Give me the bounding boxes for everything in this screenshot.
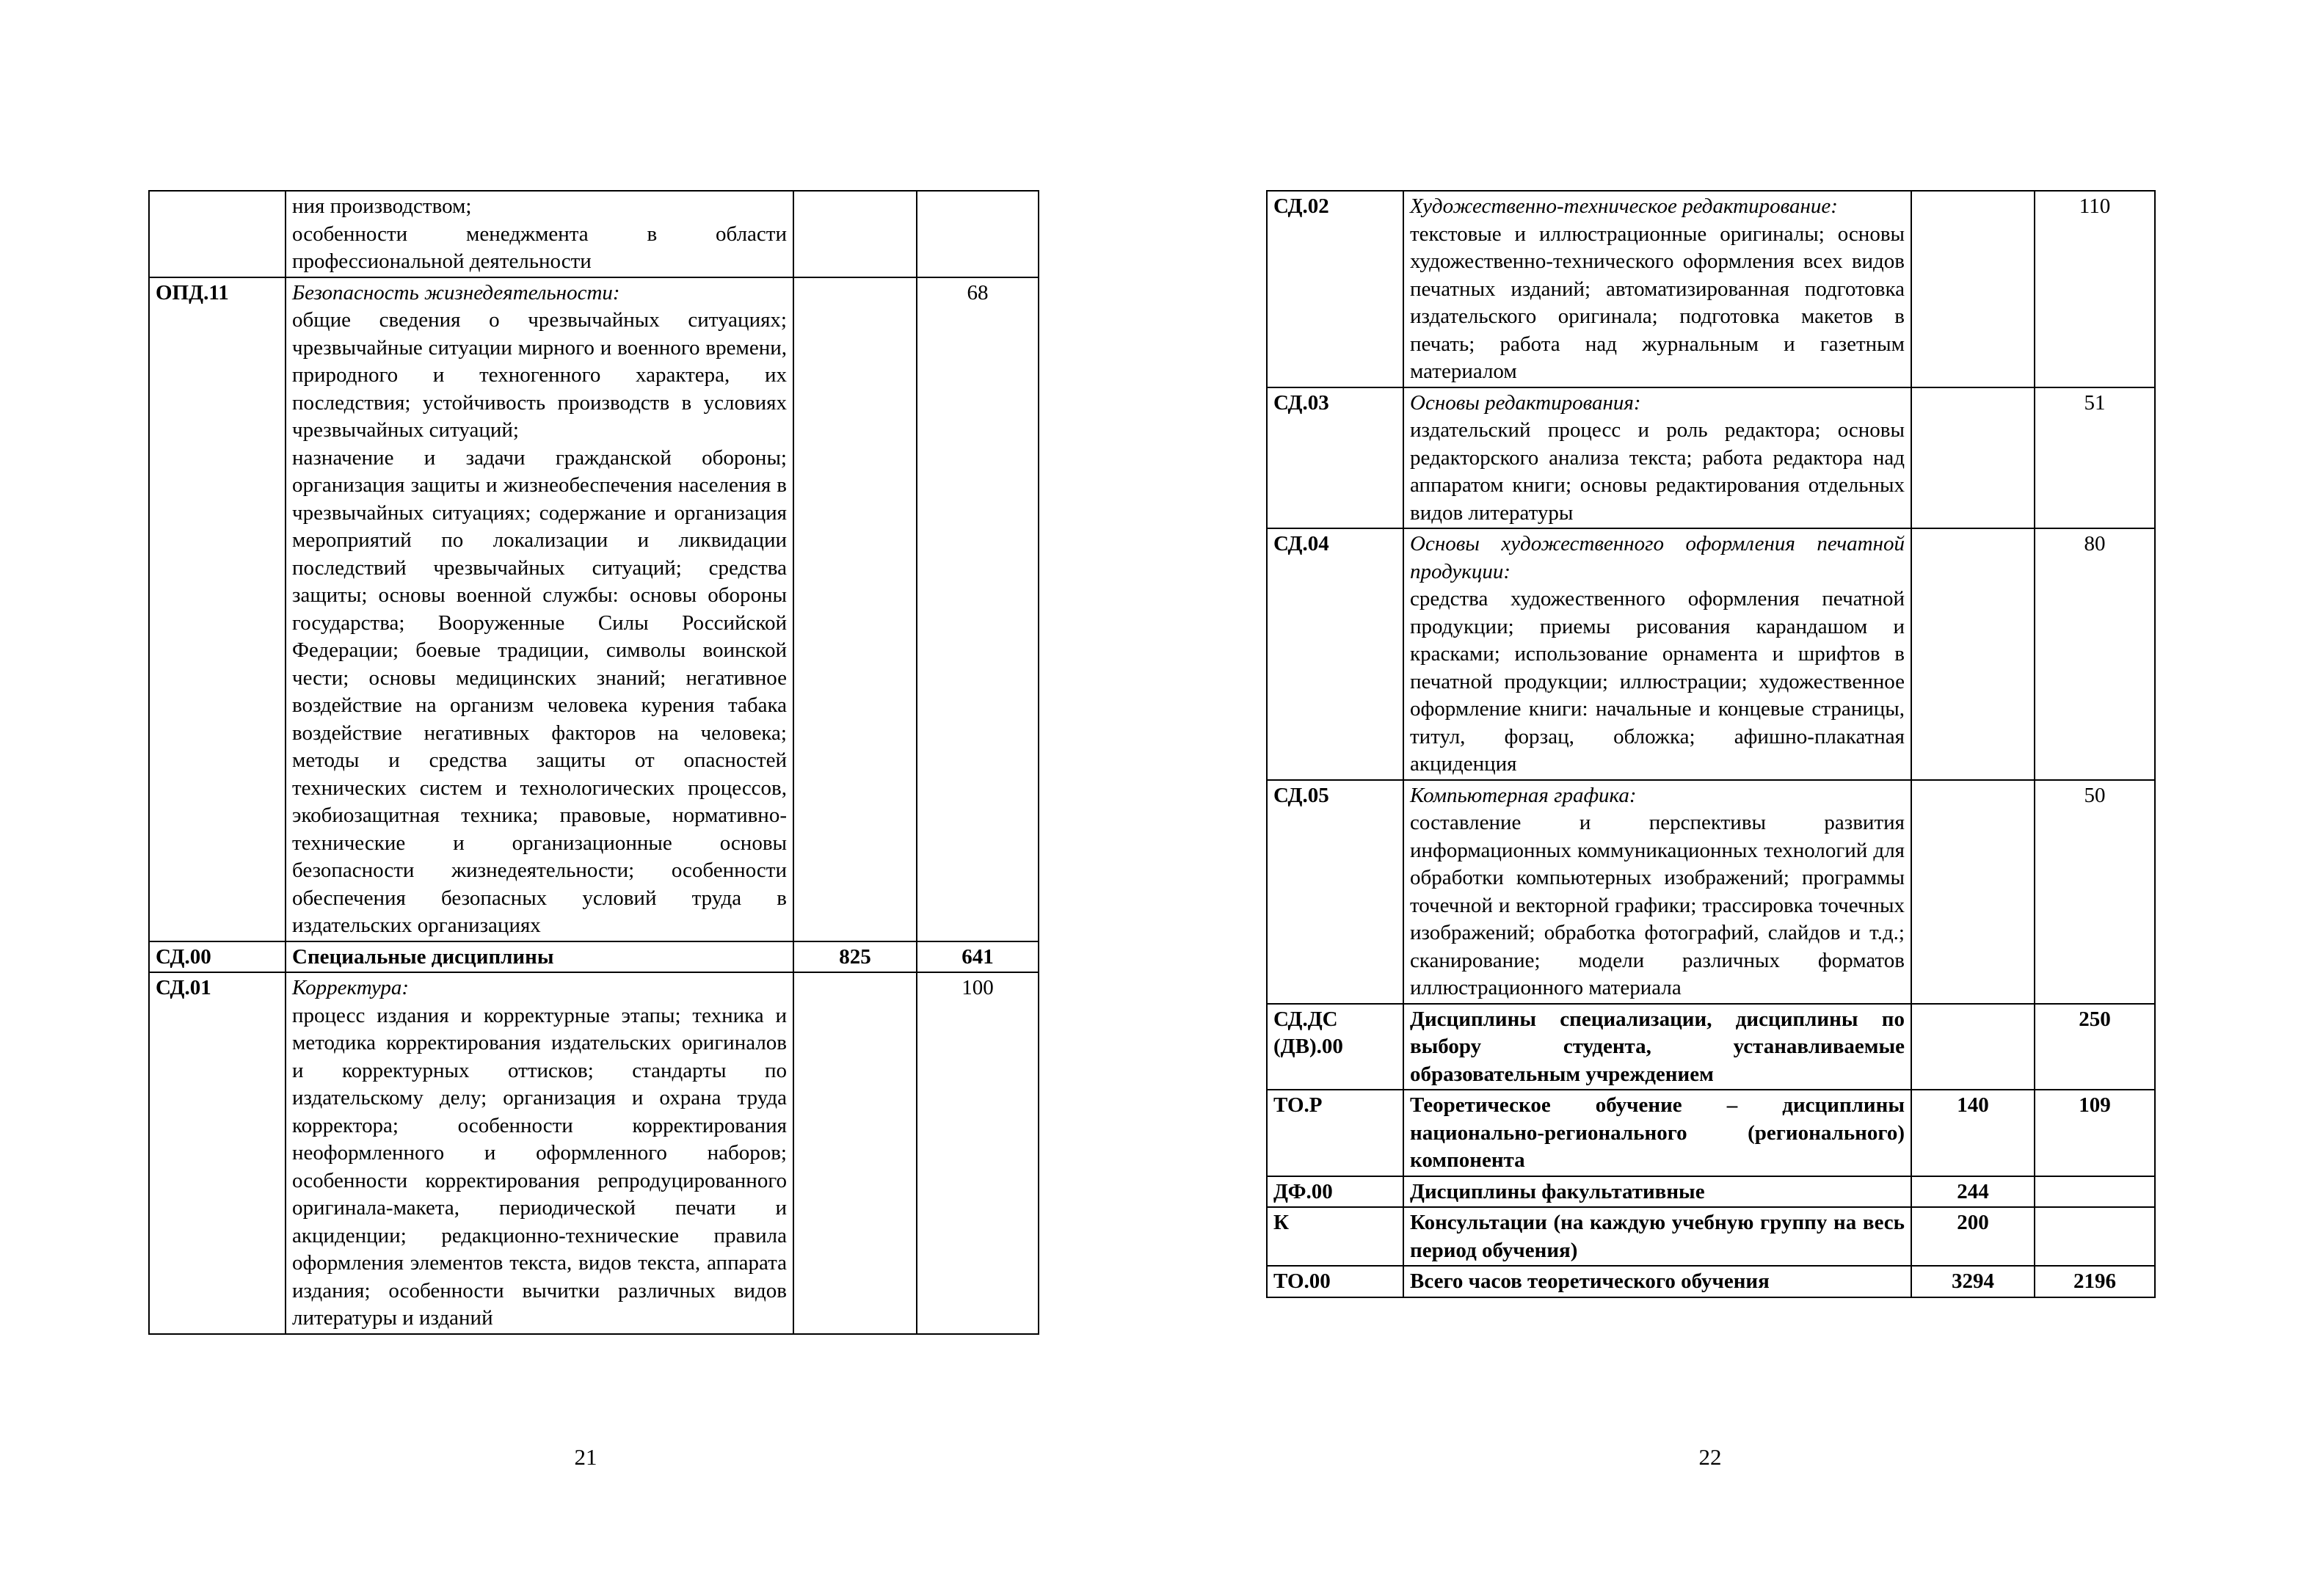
row-code: ОПД.11 — [149, 277, 286, 941]
hours-class: 110 — [2035, 191, 2155, 387]
table-row — [149, 941, 1039, 973]
row-title: Всего часов теоретического обучения — [1403, 1266, 1911, 1297]
row-title: Дисциплины специализации, дисциплины по выбору студента, устанавливаемые образовательным учреждением — [1403, 1004, 1911, 1090]
hours-max: 200 — [1911, 1207, 2035, 1266]
row-description — [1403, 780, 1911, 1004]
hours-max — [1911, 191, 2035, 387]
table-body-right — [1267, 191, 2155, 1297]
row-description — [286, 972, 793, 1334]
row-body-line: издательский процесс и роль редактора; основы редакторского анализа текста; работа редактора над аппаратом книги; основы редактирования отдельных видов литературы — [1410, 418, 1905, 525]
hours-class — [917, 191, 1039, 277]
page-number: 21 — [574, 1444, 597, 1470]
hours-max — [1911, 780, 2035, 1004]
hours-max — [793, 277, 917, 941]
row-code: СД.04 — [1267, 528, 1403, 780]
row-title: Консультации (на каждую учебную группу на весь период обучения) — [1403, 1207, 1911, 1266]
hours-class: 100 — [917, 972, 1039, 1334]
hours-max: 3294 — [1911, 1266, 2035, 1297]
hours-class — [2035, 1176, 2155, 1208]
table-row — [1267, 1207, 2155, 1266]
hours-max — [1911, 1004, 2035, 1090]
table-row — [1267, 780, 2155, 1004]
row-title: Специальные дисциплины — [286, 941, 793, 973]
table-row — [1267, 1176, 2155, 1208]
table-row — [1267, 191, 2155, 387]
row-code: К — [1267, 1207, 1403, 1266]
hours-class: 250 — [2035, 1004, 2155, 1090]
row-title: Безопасность жизнедеятельности: — [292, 280, 620, 305]
table-row — [1267, 387, 2155, 529]
row-code — [149, 191, 286, 277]
row-body-line: составление и перспективы развития информационных коммуникационных технологий для обработки компьютерных изображений; программы точечной и векторной графики; трассировка точечных изображений; обработка фотографий, слайдов и т.д.; сканирование; модели различных форматов иллюстрационного материала — [1410, 811, 1905, 999]
table-row — [149, 972, 1039, 1334]
table-row — [149, 277, 1039, 941]
row-title: Художественно-техническое редактирование: — [1410, 194, 1838, 218]
hours-max — [1911, 387, 2035, 529]
table-row — [1267, 1004, 2155, 1090]
table-row — [1267, 1090, 2155, 1176]
hours-class: 80 — [2035, 528, 2155, 780]
row-code: СД.01 — [149, 972, 286, 1334]
hours-class — [2035, 1207, 2155, 1266]
table-row — [1267, 528, 2155, 780]
right-page — [1156, 0, 2312, 1596]
hours-class: 68 — [917, 277, 1039, 941]
table-row — [149, 191, 1039, 277]
row-code: СД.05 — [1267, 780, 1403, 1004]
row-title: Корректура: — [292, 976, 410, 999]
page-number: 22 — [1698, 1444, 1722, 1470]
row-code: ДФ.00 — [1267, 1176, 1403, 1208]
row-title: Компьютерная графика: — [1410, 783, 1637, 807]
row-code: СД.00 — [149, 941, 286, 973]
row-body-line: текстовые и иллюстрационные оригиналы; основы художественно-технического оформления всех видов печатных изданий; автоматизированная подготовка издательского оригинала; подготовка макетов в печать; работа над журнальным и газетным материалом — [1410, 222, 1905, 383]
curriculum-table-right — [1266, 190, 2156, 1298]
row-body-line: средства художественного оформления печатной продукции; приемы рисования карандашом и красками; использование орнамента и шрифтов в печатной продукции; иллюстрации; художественное оформление книги: начальные и концевые страницы, титул, форзац, обложка; афишно-плакатная акциденция — [1410, 587, 1905, 776]
row-description — [1403, 528, 1911, 780]
hours-class: 109 — [2035, 1090, 2155, 1176]
table-row — [1267, 1266, 2155, 1297]
row-code: ТО.00 — [1267, 1266, 1403, 1297]
hours-max — [793, 972, 917, 1334]
row-code: ТО.Р — [1267, 1090, 1403, 1176]
row-title: Основы художественного оформления печатной продукции: — [1410, 532, 1905, 583]
row-description — [286, 191, 793, 277]
row-description — [1403, 191, 1911, 387]
row-code: СД.02 — [1267, 191, 1403, 387]
row-title: Основы редактирования: — [1410, 390, 1641, 415]
row-code: СД.ДС (ДВ).00 — [1267, 1004, 1403, 1090]
hours-max: 825 — [793, 941, 917, 973]
hours-max — [1911, 528, 2035, 780]
hours-class: 641 — [917, 941, 1039, 973]
hours-max: 244 — [1911, 1176, 2035, 1208]
row-body-line: назначение и задачи гражданской обороны; организация защиты и жизнеобеспечения населения в чрезвычайных ситуациях; содержание и организация мероприятий по локализации и ликвидации последствий чрезвычайных ситуаций; средства защиты; основы военной службы: основы обороны государства; Вооруженные Силы Российской Федерации; боевые традиции, символы воинской чести; основы медицинских знаний; негативное воздействие на организм человека курения табака воздействие негативных факторов на человека; методы и средства защиты от опасностей технических систем и технологических процессов, экобиозащитная техника; правовые, нормативно-технические и организационные основы безопасности жизнедеятельности; особенности обеспечения безопасных условий труда в издательских организациях — [292, 445, 787, 937]
row-description — [1403, 387, 1911, 529]
row-body-line: процесс издания и корректурные этапы; техника и методика корректирования издательских оригиналов и корректурных оттисков; стандарты по издательскому делу; организация и охрана труда корректора; особенности корректирования неоформленного и оформленного наборов; особенности корректирования репродуцированного оригинала-макета, периодической печати и акциденции; редакционно-технические правила оформления элементов текста, видов текста, аппарата издания; особенности вычитки различных видов литературы и изданий — [292, 1003, 787, 1330]
row-title: Дисциплины факультативные — [1403, 1176, 1911, 1208]
row-description — [286, 277, 793, 941]
row-body-line: ния производством; — [292, 194, 472, 218]
hours-max — [793, 191, 917, 277]
hours-class: 2196 — [2035, 1266, 2155, 1297]
row-title: Теоретическое обучение – дисциплины национально-регионального (регионального) компонента — [1403, 1090, 1911, 1176]
row-body-line: общие сведения о чрезвычайных ситуациях; чрезвычайные ситуации мирного и военного времени, природного и техногенного характера, их последствия; устойчивость производств в условиях чрезвычайных ситуаций; — [292, 308, 787, 442]
curriculum-table-left — [148, 190, 1039, 1335]
row-code: СД.03 — [1267, 387, 1403, 529]
row-body-line: особенности менеджмента в области профессиональной деятельности — [292, 222, 787, 273]
hours-class: 50 — [2035, 780, 2155, 1004]
hours-class: 51 — [2035, 387, 2155, 529]
hours-max: 140 — [1911, 1090, 2035, 1176]
table-body-left — [149, 191, 1039, 1334]
